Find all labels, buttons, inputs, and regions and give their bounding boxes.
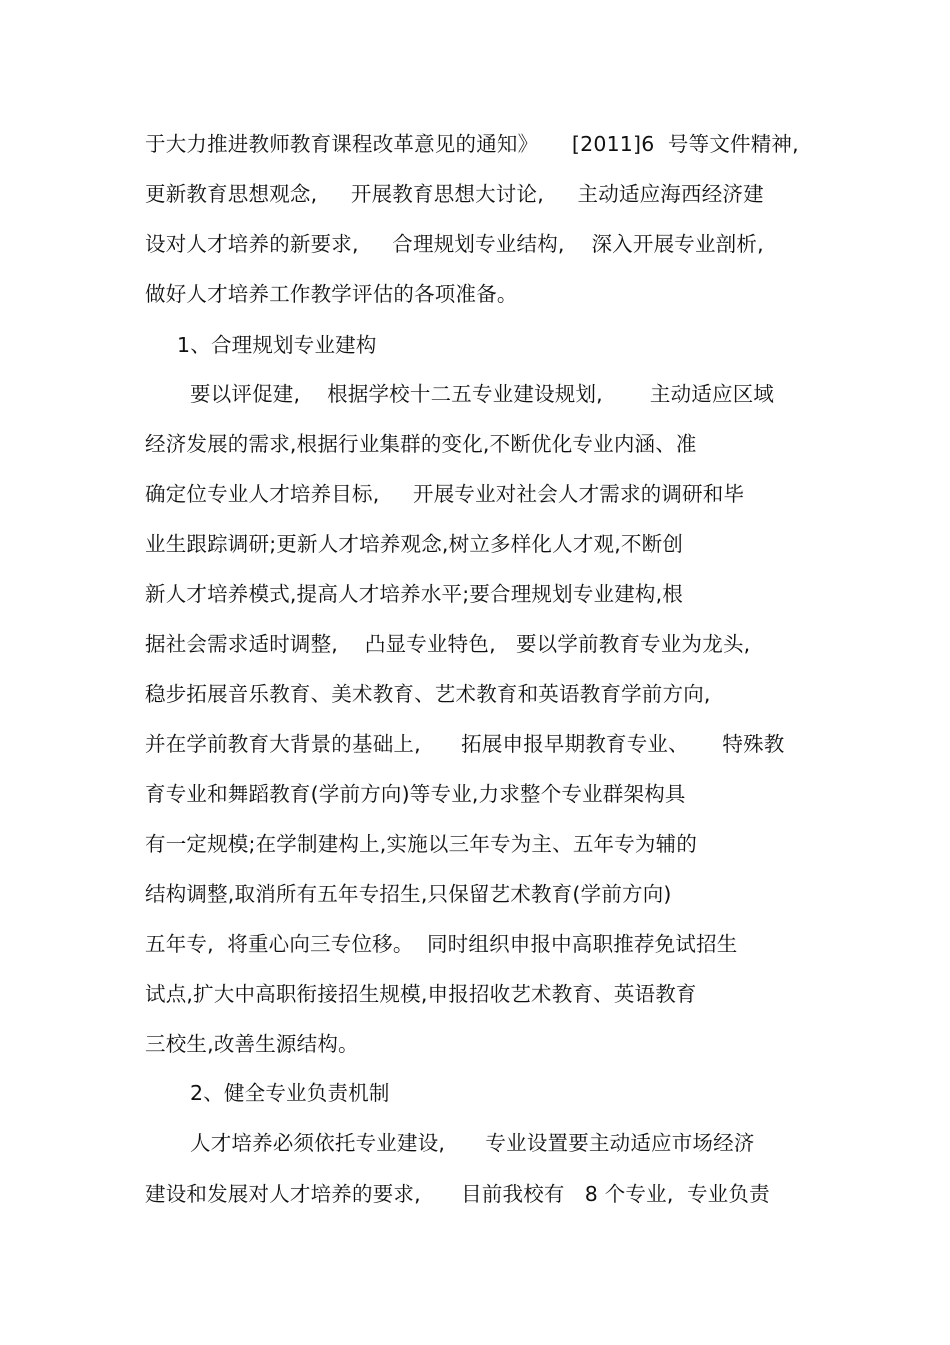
paragraph-line: 经济发展的需求,根据行业集群的变化,不断优化专业内涵、准 — [145, 432, 697, 456]
paragraph-line: 三校生,改善生源结构。 — [145, 1032, 359, 1056]
paragraph-line: 要以评促建, 根据学校十二五专业建设规划, 主动适应区域 — [190, 382, 775, 406]
paragraph-line: 育专业和舞蹈教育(学前方向)等专业,力求整个专业群架构具 — [145, 782, 686, 806]
section-heading: 1、合理规划专业建构 — [177, 333, 377, 357]
paragraph-line: 于大力推进教师教育课程改革意见的通知》 [2011]6 号等文件精神, — [145, 132, 799, 156]
paragraph-line: 并在学前教育大背景的基础上, 拓展申报早期教育专业、 特殊教 — [145, 732, 785, 756]
paragraph-line: 确定位专业人才培养目标, 开展专业对社会人才需求的调研和毕 — [145, 482, 745, 506]
paragraph-line: 有一定规模;在学制建构上,实施以三年专为主、五年专为辅的 — [145, 832, 698, 856]
paragraph-line: 五年专, 将重心向三专位移。 同时组织申报中高职推荐免试招生 — [145, 932, 738, 956]
paragraph-line: 据社会需求适时调整, 凸显专业特色, 要以学前教育专业为龙头, — [145, 632, 751, 656]
paragraph-line: 业生跟踪调研;更新人才培养观念,树立多样化人才观,不断创 — [145, 532, 684, 556]
paragraph-line: 做好人才培养工作教学评估的各项准备。 — [145, 282, 518, 306]
paragraph-line: 新人才培养模式,提高人才培养水平;要合理规划专业建构,根 — [145, 582, 684, 606]
paragraph-line: 稳步拓展音乐教育、美术教育、艺术教育和英语教育学前方向, — [145, 682, 711, 706]
section-heading: 2、健全专业负责机制 — [190, 1081, 390, 1105]
paragraph-line: 试点,扩大中高职衔接招生规模,申报招收艺术教育、英语教育 — [145, 982, 697, 1006]
paragraph-line: 更新教育思想观念, 开展教育思想大讨论, 主动适应海西经济建 — [145, 182, 764, 206]
paragraph-line: 建设和发展对人才培养的要求, 目前我校有 8 个专业, 专业负责 — [145, 1182, 770, 1206]
paragraph-line: 人才培养必须依托专业建设, 专业设置要主动适应市场经济 — [190, 1131, 755, 1155]
paragraph-line: 设对人才培养的新要求, 合理规划专业结构, 深入开展专业剖析, — [145, 232, 764, 256]
paragraph-line: 结构调整,取消所有五年专招生,只保留艺术教育(学前方向) — [145, 882, 672, 906]
